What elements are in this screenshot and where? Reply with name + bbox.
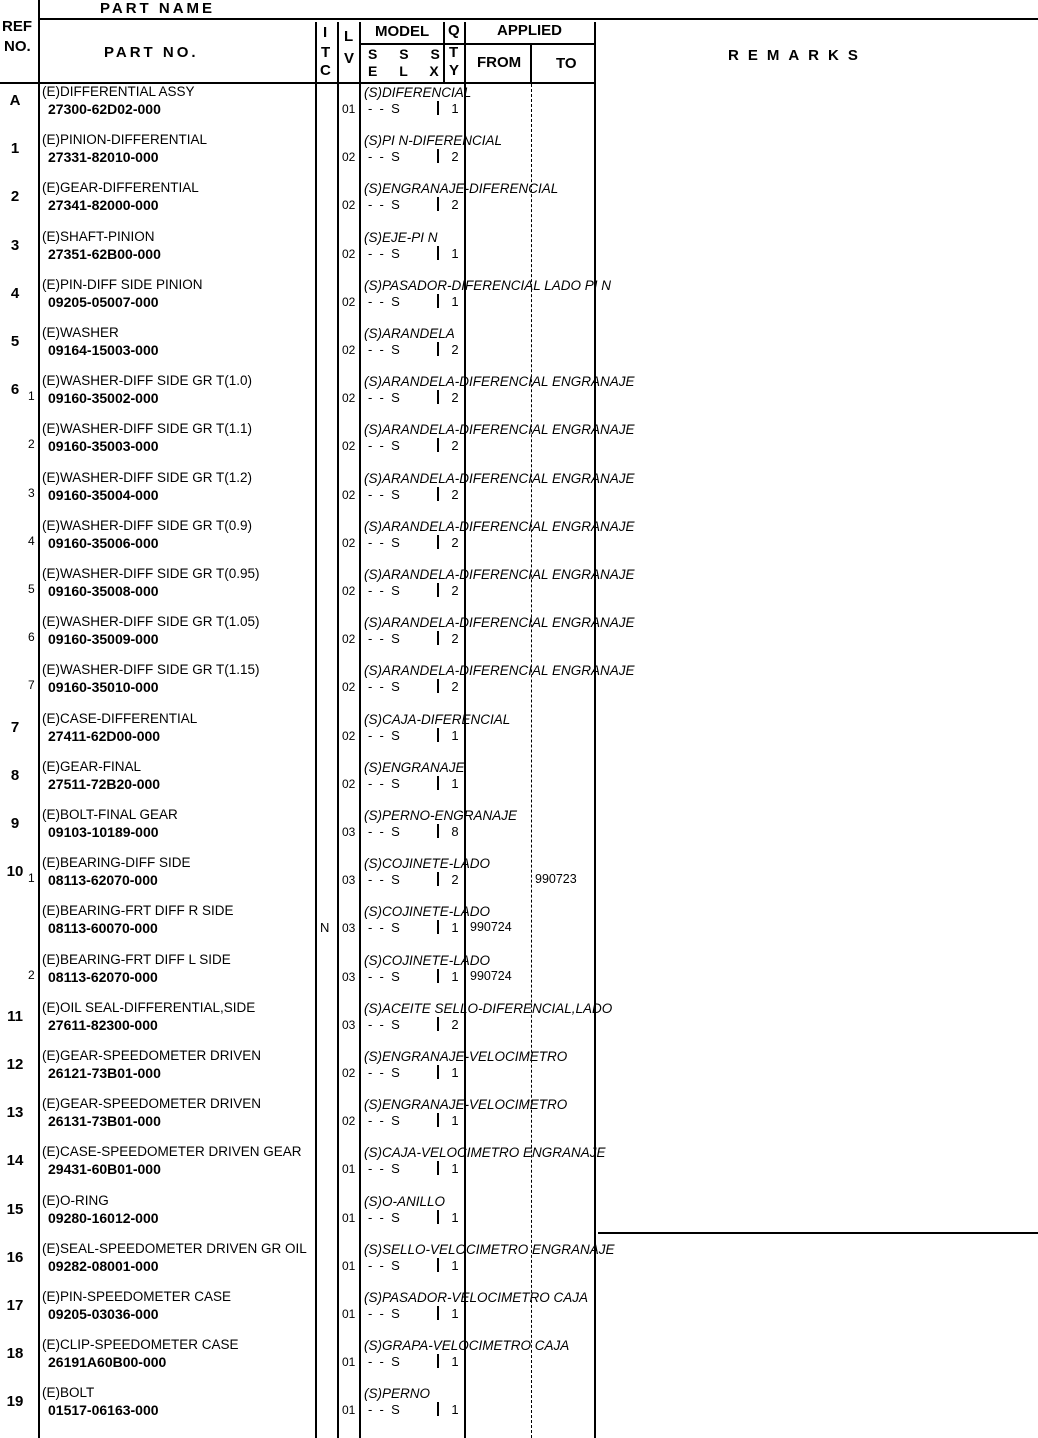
spanish-part-name: (S)GRAPA-VELOCIMETRO CAJA <box>364 1338 570 1354</box>
level-code: 02 <box>342 439 356 454</box>
level-code: 03 <box>342 1017 356 1032</box>
ref-number: 7 <box>10 718 20 736</box>
quantity: 1 <box>451 1257 459 1273</box>
spanish-part-name: (S)PI N-DIFERENCIAL <box>364 133 503 149</box>
part-name: (E)WASHER-DIFF SIDE GR T(1.05) <box>42 614 260 630</box>
part-name: (E)BEARING-DIFF SIDE <box>42 855 191 871</box>
spanish-part-name: (S)ARANDELA-DIFERENCIAL ENGRANAJE <box>364 663 635 679</box>
part-name: (E)GEAR-SPEEDOMETER DRIVEN <box>42 1048 262 1063</box>
table-row <box>0 132 1038 180</box>
sub-ref-number: 3 <box>28 485 35 500</box>
spanish-part-name: (S)PERNO <box>364 1386 431 1402</box>
qty-heading-t: T <box>449 44 459 61</box>
model-applicability: - - S <box>368 872 400 888</box>
model-applicability: - - S <box>368 1257 400 1273</box>
quantity: 2 <box>451 149 459 165</box>
applied-heading: APPLIED <box>497 22 563 39</box>
level-code: 01 <box>342 1258 356 1273</box>
model-qty-tick <box>437 246 439 260</box>
level-code: 02 <box>342 1066 356 1080</box>
quantity: 1 <box>451 293 459 309</box>
part-number: 27331-82010-000 <box>48 149 159 166</box>
table-row <box>0 421 1038 469</box>
part-number: 08113-62070-000 <box>48 872 158 889</box>
quantity: 1 <box>451 1402 459 1418</box>
part-number: 27341-82000-000 <box>48 197 159 214</box>
part-number: 08113-62070-000 <box>48 968 158 985</box>
model-qty-tick <box>437 1354 439 1368</box>
ref-number: 15 <box>6 1200 24 1218</box>
quantity: 2 <box>451 197 459 213</box>
table-row <box>0 84 1038 132</box>
part-name: (E)CASE-DIFFERENTIAL <box>42 710 198 726</box>
model-qty-tick <box>437 535 439 549</box>
part-number: 09160-35008-000 <box>48 583 159 599</box>
level-code: 01 <box>342 1162 356 1177</box>
spanish-part-name: (S)COJINETE-LADO <box>364 952 491 968</box>
model-applicability: - - S <box>368 293 400 309</box>
model-qty-tick <box>437 776 439 790</box>
part-number: 27511-72B20-000 <box>48 775 161 792</box>
spanish-part-name: (S)ACEITE SELLO-DIFERENCIAL,LADO <box>364 1000 613 1016</box>
part-name: (E)BOLT-FINAL GEAR <box>42 807 178 822</box>
spanish-part-name: (S)ARANDELA-DIFERENCIAL ENGRANAJE <box>364 615 635 631</box>
table-row <box>0 903 1038 951</box>
table-row <box>0 711 1038 759</box>
part-number: 01517-06163-000 <box>48 1402 159 1419</box>
table-row <box>0 1385 1038 1433</box>
part-name: (E)CASE-SPEEDOMETER DRIVEN GEAR <box>42 1144 302 1160</box>
model-qty-tick <box>437 583 439 597</box>
spanish-part-name: (S)COJINETE-LADO <box>364 904 491 920</box>
part-name: (E)WASHER-DIFF SIDE GR T(1.15) <box>42 662 260 678</box>
table-row <box>0 662 1038 710</box>
model-qty-tick <box>437 390 439 404</box>
quantity: 1 <box>451 245 459 261</box>
itc-heading-t: T <box>321 44 331 61</box>
model-qty-tick <box>437 1258 439 1272</box>
ref-number: 2 <box>10 188 20 206</box>
level-code: 02 <box>342 1114 356 1129</box>
part-name: (E)WASHER-DIFF SIDE GR T(0.95) <box>42 566 260 581</box>
spanish-part-name: (S)ARANDELA-DIFERENCIAL ENGRANAJE <box>364 470 635 486</box>
quantity: 1 <box>451 775 459 791</box>
table-row <box>0 1048 1038 1096</box>
model-applicability: - - S <box>368 775 400 791</box>
table-row <box>0 373 1038 421</box>
model-qty-tick <box>437 679 439 693</box>
part-number: 09205-05007-000 <box>48 293 159 310</box>
model-qty-tick <box>437 342 439 356</box>
model-applicability: - - S <box>368 727 400 743</box>
model-qty-tick <box>437 101 439 115</box>
quantity: 1 <box>451 968 459 984</box>
table-row <box>0 229 1038 277</box>
qty-heading-y: Y <box>449 62 460 79</box>
level-code: 02 <box>342 391 356 406</box>
part-name: (E)PIN-DIFF SIDE PINION <box>42 276 203 292</box>
model-qty-tick <box>437 872 439 886</box>
model-qty-tick <box>437 728 439 742</box>
spanish-part-name: (S)COJINETE-LADO <box>364 856 491 872</box>
part-number: 09103-10189-000 <box>48 824 159 840</box>
ref-number: 10 <box>6 863 24 881</box>
model-applicability: - - S <box>368 1402 400 1418</box>
quantity: 1 <box>451 1161 459 1177</box>
quantity: 2 <box>451 872 459 888</box>
from-to-divider <box>530 44 532 84</box>
ref-number: 13 <box>6 1104 24 1122</box>
model-applicability: - - S <box>368 534 400 550</box>
itc-heading-i: I <box>323 24 328 41</box>
level-code: 01 <box>342 102 356 116</box>
sub-ref-number: 1 <box>28 871 35 886</box>
part-name: (E)WASHER-DIFF SIDE GR T(1.0) <box>42 373 253 389</box>
sub-ref-number: 2 <box>28 967 35 982</box>
table-row <box>0 1144 1038 1192</box>
part-number: 09160-35006-000 <box>48 534 159 551</box>
part-name: (E)BEARING-FRT DIFF L SIDE <box>42 951 231 967</box>
spanish-part-name: (S)PASADOR-VELOCIMETRO CAJA <box>364 1290 589 1305</box>
part-number: 26131-73B01-000 <box>48 1113 161 1130</box>
ref-number: 11 <box>7 1007 23 1025</box>
quantity: 1 <box>451 1065 459 1080</box>
qty-heading-q: Q <box>448 22 460 39</box>
model-applicability: - - S <box>368 631 400 647</box>
part-name: (E)PIN-SPEEDOMETER CASE <box>42 1289 232 1304</box>
ref-number: 18 <box>6 1345 24 1363</box>
part-name: (E)WASHER-DIFF SIDE GR T(1.2) <box>42 469 253 485</box>
level-code: 03 <box>342 873 356 888</box>
spanish-part-name: (S)CAJA-DIFERENCIAL <box>364 711 511 727</box>
part-no-heading: PART NO. <box>104 44 199 61</box>
part-number: 27300-62D02-000 <box>48 101 161 117</box>
part-number: 09164-15003-000 <box>48 342 159 358</box>
part-name: (E)BEARING-FRT DIFF R SIDE <box>42 903 234 919</box>
part-name: (E)CLIP-SPEEDOMETER CASE <box>42 1337 239 1353</box>
model-qty-tick <box>437 1161 439 1175</box>
applied-header-rule <box>465 43 595 45</box>
ref-heading: REF <box>2 18 32 35</box>
model-applicability: - - S <box>368 1354 400 1370</box>
part-name: (E)GEAR-FINAL <box>42 758 142 774</box>
lv-heading-l: L <box>344 28 354 45</box>
sub-ref-number: 2 <box>28 437 35 452</box>
spanish-part-name: (S)O-ANILLO <box>364 1193 446 1209</box>
part-number: 09205-03036-000 <box>48 1306 159 1322</box>
spanish-part-name: (S)PASADOR-DIFERENCIAL LADO PI N <box>364 277 612 293</box>
itc-heading-c: C <box>320 62 331 79</box>
level-code: 02 <box>342 343 356 357</box>
level-code: 02 <box>342 584 356 598</box>
part-name: (E)GEAR-SPEEDOMETER DRIVEN <box>42 1096 262 1112</box>
model-applicability: - - S <box>368 101 400 116</box>
spanish-part-name: (S)ARANDELA-DIFERENCIAL ENGRANAJE <box>364 374 635 390</box>
part-number: 27351-62B00-000 <box>48 245 161 262</box>
table-row <box>0 325 1038 373</box>
part-name: (E)OIL SEAL-DIFFERENTIAL,SIDE <box>42 999 256 1015</box>
spanish-part-name: (S)DIFERENCIAL <box>364 85 472 100</box>
table-row <box>0 952 1038 1000</box>
model-applicability: - - S <box>368 149 400 165</box>
table-row <box>0 1289 1038 1337</box>
part-number: 09160-35009-000 <box>48 631 159 648</box>
model-applicability: - - S <box>368 486 400 502</box>
part-name: (E)SHAFT-PINION <box>42 228 155 244</box>
spanish-part-name: (S)ARANDELA-DIFERENCIAL ENGRANAJE <box>364 518 635 534</box>
sub-ref-number: 4 <box>28 533 35 548</box>
model-applicability: - - S <box>368 1016 400 1032</box>
quantity: 2 <box>451 679 459 695</box>
sub-ref-number: 6 <box>28 630 35 645</box>
spanish-part-name: (S)CAJA-VELOCIMETRO ENGRANAJE <box>364 1145 606 1161</box>
quantity: 1 <box>451 1306 459 1321</box>
table-row <box>0 180 1038 228</box>
ref-number: 3 <box>10 236 20 254</box>
quantity: 2 <box>451 534 459 550</box>
model-applicability: - - S <box>368 1306 400 1321</box>
level-code: 02 <box>342 487 356 502</box>
model-applicability: - - S <box>368 390 400 406</box>
level-code: 02 <box>342 776 356 791</box>
model-qty-tick <box>437 1065 439 1079</box>
table-row <box>0 759 1038 807</box>
quantity: 1 <box>451 727 459 743</box>
part-name: (E)PINION-DIFFERENTIAL <box>42 132 208 148</box>
model-columns-bottom: E L X <box>368 63 448 79</box>
model-applicability: - - S <box>368 1161 400 1177</box>
quantity: 2 <box>451 583 459 598</box>
model-qty-tick <box>437 1306 439 1320</box>
spanish-part-name: (S)ARANDELA <box>364 326 455 341</box>
to-heading: TO <box>556 55 577 72</box>
model-qty-tick <box>437 149 439 163</box>
model-applicability: - - S <box>368 920 400 936</box>
model-applicability: - - S <box>368 1065 400 1080</box>
ref-number: 4 <box>10 284 20 302</box>
ref-number: 9 <box>10 815 20 832</box>
model-applicability: - - S <box>368 197 400 213</box>
ref-number: 5 <box>10 333 20 350</box>
itc-code: N <box>320 920 330 936</box>
spanish-part-name: (S)ENGRANAJE <box>364 759 465 775</box>
ref-number: 1 <box>10 140 20 158</box>
spanish-part-name: (S)ENGRANAJE-VELOCIMETRO <box>364 1097 568 1113</box>
applied-from: 990724 <box>470 920 512 935</box>
table-row <box>0 518 1038 566</box>
remarks-heading: REMARKS <box>728 47 867 64</box>
applied-to: 990723 <box>535 872 577 887</box>
model-qty-tick <box>437 197 439 211</box>
part-name: (E)O-RING <box>42 1192 109 1208</box>
model-qty-tick <box>437 487 439 501</box>
level-code: 02 <box>342 728 356 743</box>
quantity: 1 <box>451 1209 459 1225</box>
level-code: 02 <box>342 198 356 213</box>
model-qty-tick <box>437 294 439 308</box>
level-code: 02 <box>342 680 356 695</box>
level-code: 02 <box>342 246 356 261</box>
ref-number: 17 <box>6 1297 24 1314</box>
spanish-part-name: (S)PERNO-ENGRANAJE <box>364 808 518 823</box>
model-qty-tick <box>437 920 439 934</box>
part-name-heading: PART NAME <box>100 0 216 17</box>
lv-heading-v: V <box>344 50 355 67</box>
model-qty-tick <box>437 1210 439 1224</box>
model-applicability: - - S <box>368 342 400 357</box>
model-columns-top: S S S <box>368 46 449 62</box>
spanish-part-name: (S)ENGRANAJE-VELOCIMETRO <box>364 1049 568 1064</box>
model-applicability: - - S <box>368 583 400 598</box>
model-qty-tick <box>437 631 439 645</box>
spanish-part-name: (S)ARANDELA-DIFERENCIAL ENGRANAJE <box>364 422 635 438</box>
table-row <box>0 614 1038 662</box>
ref-number: A <box>9 92 21 109</box>
part-name: (E)BOLT <box>42 1385 95 1401</box>
quantity: 1 <box>451 1354 459 1370</box>
part-number: 26191A60B00-000 <box>48 1354 167 1371</box>
quantity: 2 <box>451 631 459 647</box>
part-number: 26121-73B01-000 <box>48 1065 161 1081</box>
quantity: 2 <box>451 1016 459 1032</box>
level-code: 02 <box>342 150 356 165</box>
model-applicability: - - S <box>368 1113 400 1129</box>
part-number: 27411-62D00-000 <box>48 727 161 744</box>
table-row <box>0 470 1038 518</box>
table-row <box>0 1337 1038 1385</box>
table-row <box>0 277 1038 325</box>
model-qty-tick <box>437 1402 439 1416</box>
sub-ref-number: 5 <box>28 582 35 596</box>
part-name: (E)WASHER <box>42 325 119 340</box>
model-qty-tick <box>437 1017 439 1031</box>
model-applicability: - - S <box>368 1209 400 1225</box>
table-row <box>0 1096 1038 1144</box>
level-code: 02 <box>342 294 356 309</box>
model-applicability: - - S <box>368 824 400 839</box>
quantity: 2 <box>451 342 459 357</box>
ref-number: 12 <box>6 1056 24 1073</box>
spanish-part-name: (S)ARANDELA-DIFERENCIAL ENGRANAJE <box>364 567 635 582</box>
spanish-part-name: (S)SELLO-VELOCIMETRO ENGRANAJE <box>364 1241 615 1257</box>
model-qty-tick <box>437 969 439 983</box>
level-code: 02 <box>342 632 356 647</box>
part-number: 09160-35004-000 <box>48 486 159 503</box>
from-heading: FROM <box>477 54 522 71</box>
table-row <box>0 1241 1038 1289</box>
table-row <box>0 807 1038 855</box>
ref-number: 14 <box>6 1152 24 1170</box>
ref-number: 6 <box>10 381 20 399</box>
quantity: 1 <box>451 920 459 936</box>
model-qty-tick <box>437 824 439 838</box>
part-number: 09160-35003-000 <box>48 438 159 455</box>
spanish-part-name: (S)EJE-PI N <box>364 229 438 245</box>
part-name: (E)GEAR-DIFFERENTIAL <box>42 180 199 196</box>
part-name: (E)WASHER-DIFF SIDE GR T(0.9) <box>42 517 253 533</box>
part-name: (E)DIFFERENTIAL ASSY <box>42 84 195 99</box>
quantity: 8 <box>451 824 459 839</box>
quantity: 2 <box>451 486 459 502</box>
no-heading: NO. <box>4 38 31 55</box>
model-heading: MODEL <box>375 23 430 40</box>
part-number: 09280-16012-000 <box>48 1209 159 1226</box>
part-name: (E)WASHER-DIFF SIDE GR T(1.1) <box>42 421 253 437</box>
level-code: 01 <box>342 1307 356 1321</box>
model-qty-tick <box>437 438 439 452</box>
sub-ref-number: 1 <box>28 389 35 404</box>
model-applicability: - - S <box>368 438 400 454</box>
ref-number: 16 <box>6 1248 24 1266</box>
part-number: 09160-35010-000 <box>48 679 159 696</box>
level-code: 03 <box>342 921 356 936</box>
quantity: 2 <box>451 438 459 454</box>
table-row <box>0 1193 1038 1241</box>
model-qty-tick <box>437 1113 439 1127</box>
level-code: 01 <box>342 1403 356 1418</box>
part-name: (E)SEAL-SPEEDOMETER DRIVEN GR OIL <box>42 1240 307 1256</box>
level-code: 01 <box>342 1355 356 1370</box>
model-applicability: - - S <box>368 968 400 984</box>
header-top-rule <box>40 18 1038 20</box>
model-applicability: - - S <box>368 245 400 261</box>
part-number: 08113-60070-000 <box>48 920 158 937</box>
level-code: 03 <box>342 825 356 839</box>
table-row <box>0 1000 1038 1048</box>
ref-number: 19 <box>6 1393 24 1411</box>
sub-ref-number: 7 <box>28 678 35 693</box>
table-row <box>0 566 1038 614</box>
part-number: 09282-08001-000 <box>48 1257 159 1274</box>
ref-number: 8 <box>10 766 20 784</box>
level-code: 03 <box>342 969 356 984</box>
spanish-part-name: (S)ENGRANAJE-DIFERENCIAL <box>364 181 559 197</box>
part-number: 09160-35002-000 <box>48 390 159 407</box>
level-code: 02 <box>342 535 356 550</box>
part-number: 29431-60B01-000 <box>48 1161 161 1178</box>
quantity: 1 <box>451 1113 459 1129</box>
part-number: 27611-82300-000 <box>48 1016 158 1033</box>
table-row <box>0 855 1038 903</box>
applied-from: 990724 <box>470 968 512 983</box>
quantity: 1 <box>451 101 459 116</box>
model-applicability: - - S <box>368 679 400 695</box>
quantity: 2 <box>451 390 459 406</box>
level-code: 01 <box>342 1210 356 1225</box>
